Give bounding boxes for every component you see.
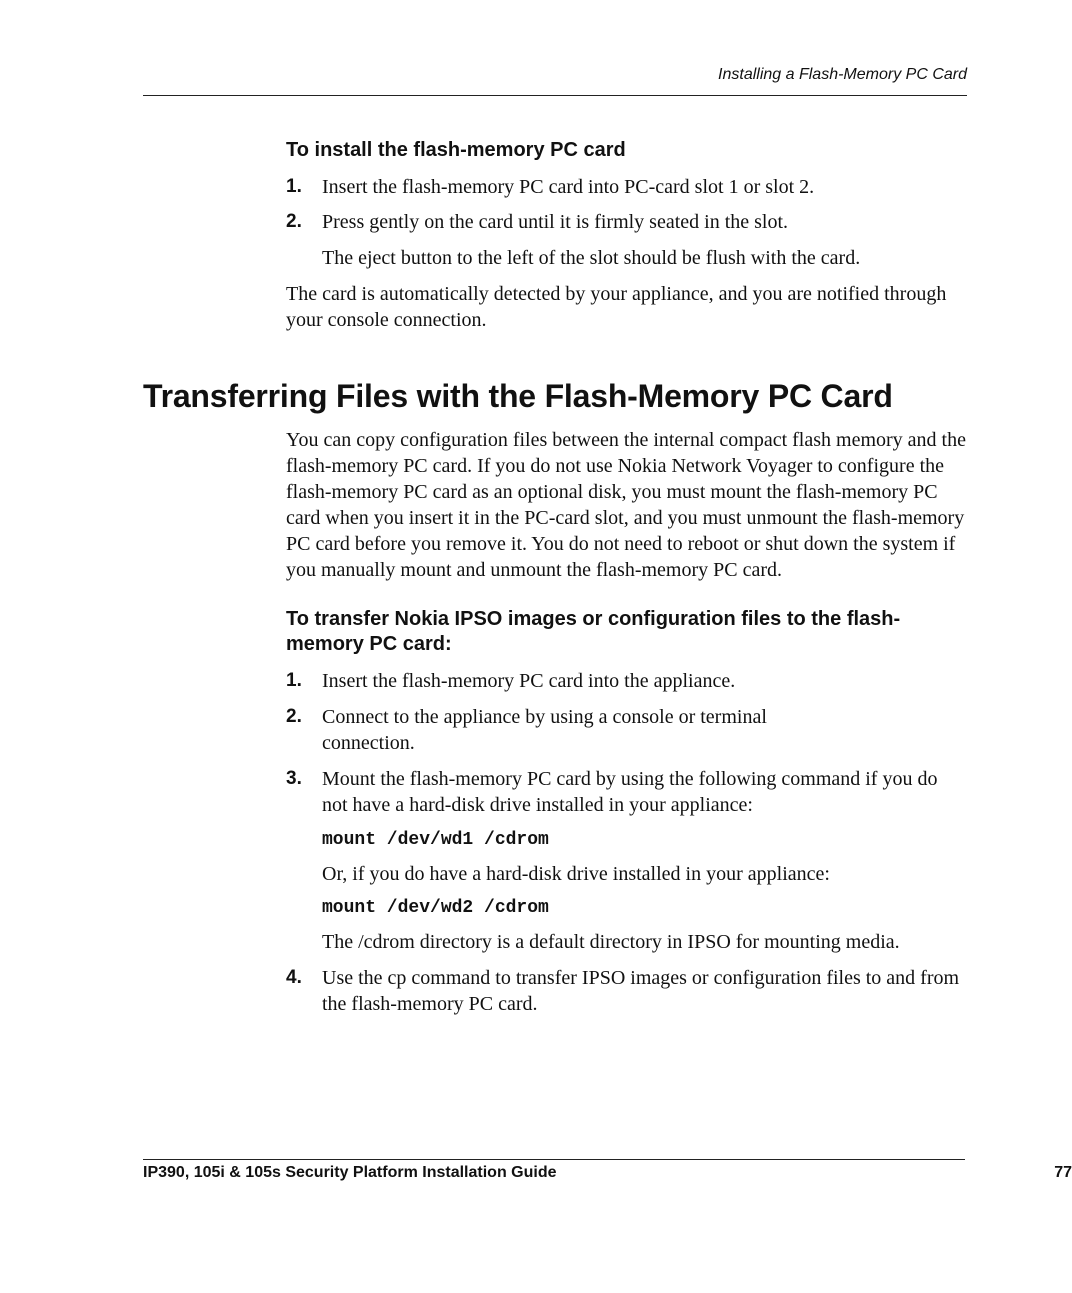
mount-command-wd1: mount /dev/wd1 /cdrom bbox=[322, 830, 549, 850]
page-number: 77 bbox=[1054, 1164, 1072, 1181]
step-text: Mount the flash-memory PC card by using the following command if you do not have a hard-disk drive installed in your appliance: bbox=[322, 768, 938, 816]
install-result-paragraph: The card is automatically detected by your appliance, and you are notified through your console connection. bbox=[286, 283, 947, 331]
step-text: Insert the flash-memory PC card into PC-card slot 1 or slot 2. bbox=[322, 176, 815, 198]
section-heading: Transferring Files with the Flash-Memory PC Card bbox=[143, 378, 893, 414]
footer-divider bbox=[143, 1159, 965, 1160]
install-step-1 bbox=[286, 174, 966, 200]
step-2-note: The eject button to the left of the slot should be flush with the card. bbox=[322, 247, 861, 269]
transfer-step-1 bbox=[286, 668, 966, 694]
transfer-section bbox=[286, 427, 966, 1017]
step-text: Press gently on the card until it is firmly seated in the slot. bbox=[322, 211, 789, 233]
install-procedure bbox=[286, 138, 966, 333]
transfer-step-2 bbox=[286, 704, 966, 756]
cdrom-note: The /cdrom directory is a default directory in IPSO for mounting media. bbox=[322, 931, 900, 953]
step-number: 1. bbox=[286, 176, 302, 197]
step-number: 2. bbox=[286, 706, 302, 727]
install-step-2 bbox=[286, 209, 966, 235]
step-number: 1. bbox=[286, 670, 302, 691]
step-text: Connect to the appliance by using a console or terminal connection. bbox=[322, 706, 767, 754]
step-number: 3. bbox=[286, 768, 302, 789]
step-text: Use the cp command to transfer IPSO images or configuration files to and from the flash-memory PC card. bbox=[322, 967, 960, 1015]
or-paragraph: Or, if you do have a hard-disk drive installed in your appliance: bbox=[322, 863, 830, 885]
step-number: 2. bbox=[286, 211, 302, 232]
mount-command-wd2: mount /dev/wd2 /cdrom bbox=[322, 898, 549, 918]
step-text: Insert the flash-memory PC card into the appliance. bbox=[322, 670, 736, 692]
transfer-procedure-heading: To transfer Nokia IPSO images or configuration files to the flash-memory PC card: bbox=[286, 608, 901, 655]
transfer-step-4 bbox=[286, 965, 966, 1017]
install-procedure-heading: To install the flash-memory PC card bbox=[286, 139, 626, 161]
transfer-step-3 bbox=[286, 766, 966, 818]
running-header: Installing a Flash-Memory PC Card bbox=[718, 66, 967, 83]
transfer-intro-paragraph: You can copy configuration files between the internal compact flash memory and the flash-memory PC card. If you do not use Nokia Network Voyager to configure the flash-memory PC card as an optional disk, you must mount the flash-memory PC card when you insert it in the PC-card slot, and you must unmount the flash-memory PC card before you remove it. You do not need to reboot or shut down the system if you manually mount and unmount the flash-memory PC card. bbox=[286, 429, 966, 581]
header-divider bbox=[143, 95, 967, 96]
step-number: 4. bbox=[286, 967, 302, 988]
footer-guide-title: IP390, 105i & 105s Security Platform Installation Guide bbox=[143, 1164, 557, 1181]
